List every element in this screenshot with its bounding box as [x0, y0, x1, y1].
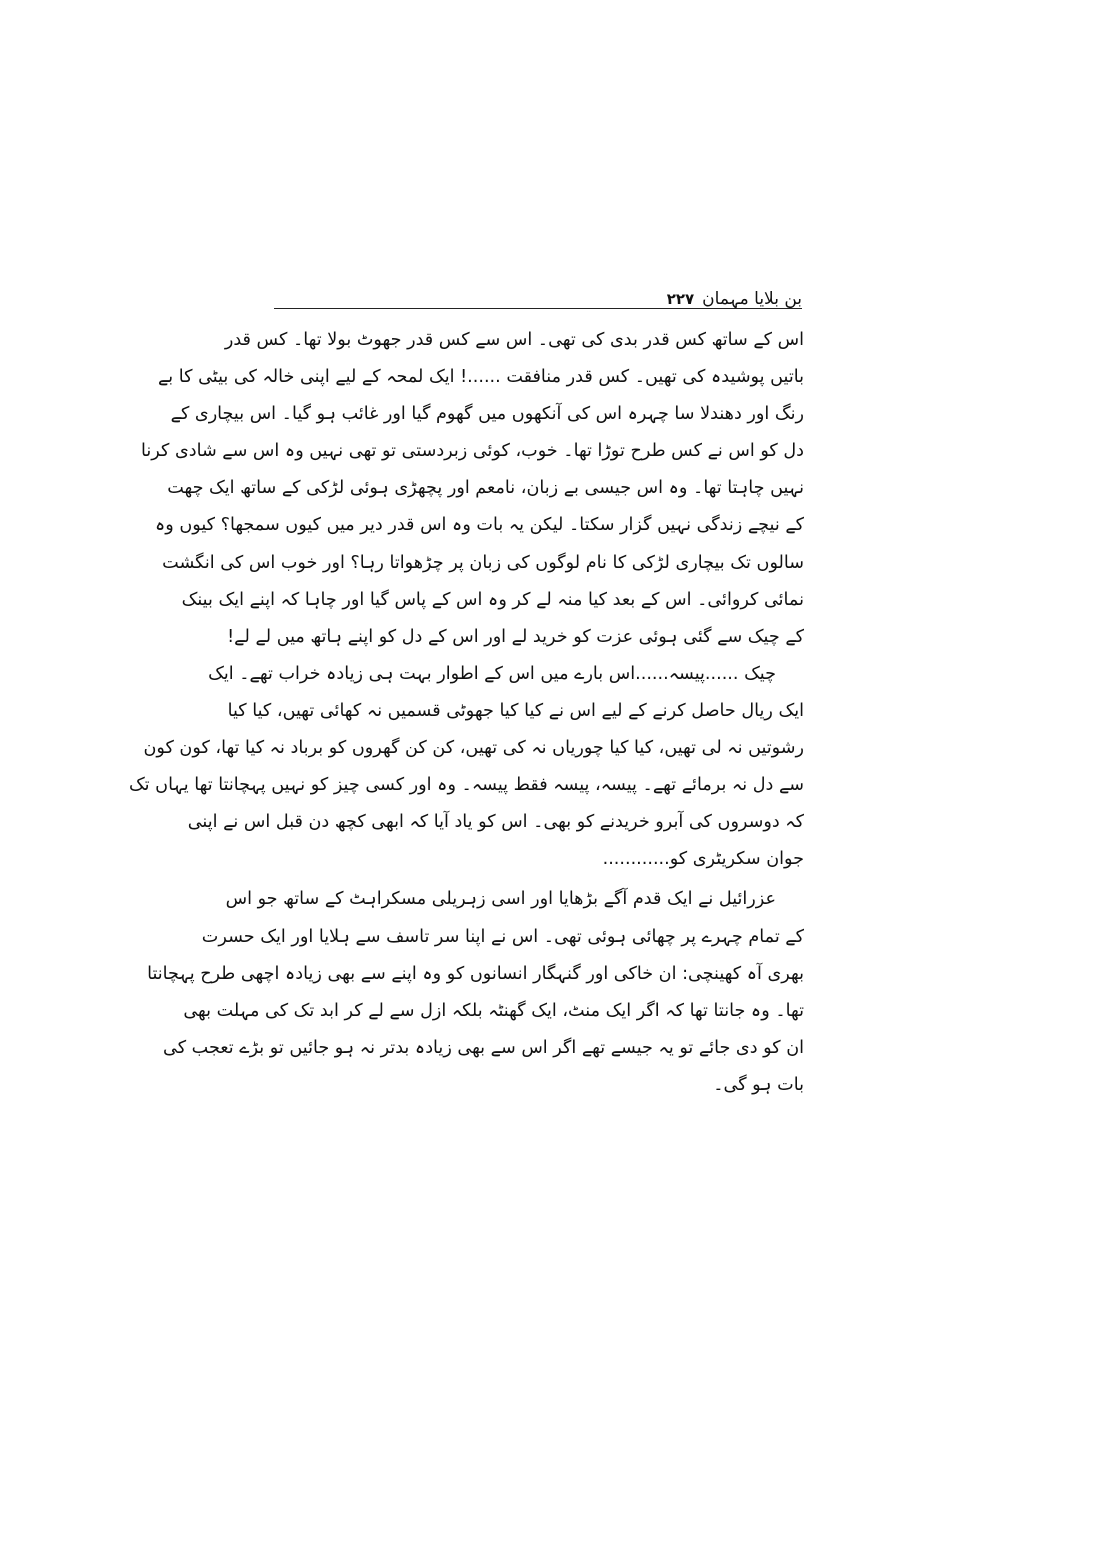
text-line: نہیں چاہتا تھا۔ وہ اس جیسی بے زبان، نامعم اور پچھڑی ہوئی لڑکی کے ساتھ ایک چھت	[167, 478, 804, 499]
text-line: کے تمام چہرے پر چھائی ہوئی تھی۔ اس نے اپنا سر تاسف سے ہلایا اور ایک حسرت	[201, 926, 804, 947]
text-line: ان کو دی جائے تو یہ جیسے تھے اگر اس سے بھی زیادہ بدتر نہ ہو جائیں تو بڑے تعجب کی	[163, 1037, 804, 1058]
text-line: عزرائیل نے ایک قدم آگے بڑھایا اور اسی زہریلی مسکراہٹ کے ساتھ جو اس	[225, 889, 776, 910]
text-line: سالوں تک بیچاری لڑکی کا نام لوگوں کی زبان پر چڑھواتا رہا؟ اور خوب اس کی انگشت	[162, 552, 804, 573]
text-line: نمائی کروائی۔ اس کے بعد کیا منہ لے کر وہ اس کے پاس گیا اور چاہا کہ اپنے ایک بینک	[181, 589, 804, 610]
text-line: کے چیک سے گئی ہوئی عزت کو خرید لے اور اس کے دل کو اپنے ہاتھ میں لے لے!	[227, 626, 804, 647]
text-line: دل کو اس نے کس طرح توڑا تھا۔ خوب، کوئی زبردستی تو تھی نہیں وہ اس سے شادی کرنا	[141, 441, 804, 462]
header-rule	[274, 308, 802, 309]
text-line: بات ہو گی۔	[713, 1074, 804, 1095]
text-line: رشوتیں نہ لی تھیں، کیا کیا چوریاں نہ کی تھیں، کن کن گھروں کو برباد نہ کیا تھا، کون کون	[143, 738, 804, 759]
text-line: اس کے ساتھ کس قدر بدی کی تھی۔ اس سے کس قدر جھوٹ بولا تھا۔ کس قدر	[224, 330, 804, 350]
text-line: باتیں پوشیدہ کی تھیں۔ کس قدر منافقت ......! ایک لمحہ کے لیے اپنی خالہ کی بیٹی کا بے	[157, 367, 804, 388]
text-line: تھا۔ وہ جانتا تھا کہ اگر ایک منٹ، ایک گھنٹہ بلکہ ازل سے لے کر ابد تک کی مہلت بھی	[183, 1000, 804, 1021]
running-header	[274, 280, 802, 310]
book-title: بن بلایا مہمان	[702, 289, 802, 309]
text-line: بھری آہ کھینچی: ان خاکی اور گنہگار انسانوں کو وہ اپنے سے بھی زیادہ اچھی طرح پہچانتا	[147, 963, 804, 984]
body-text	[128, 322, 804, 1104]
text-line: ایک ریال حاصل کرنے کے لیے اس نے کیا کیا جھوٹی قسمیں نہ کھائی تھیں، کیا کیا	[227, 700, 804, 721]
text-line: کہ دوسروں کی آبرو خریدنے کو بھی۔ اس کو یاد آیا کہ ابھی کچھ دن قبل اس نے اپنی	[187, 812, 804, 833]
text-line: جوان سکریٹری کو............	[602, 849, 804, 870]
text-line: سے دل نہ برمائے تھے۔ پیسہ، پیسہ فقط پیسہ۔ وہ اور کسی چیز کو نہیں پہچانتا تھا یہاں تک	[128, 775, 804, 796]
page-number: ۲۲۷	[666, 290, 695, 308]
text-line: چیک ......پیسہ......اس بارے میں اس کے اطوار بہت ہی زیادہ خراب تھے۔ ایک	[208, 663, 776, 684]
text-line: کے نیچے زندگی نہیں گزار سکتا۔ لیکن یہ بات وہ اس قدر دیر میں کیوں سمجھا؟ کیوں وہ	[154, 515, 804, 536]
text-line: رنگ اور دھندلا سا چہرہ اس کی آنکھوں میں گھوم گیا اور غائب ہو گیا۔ اس بیچاری کے	[170, 404, 804, 425]
